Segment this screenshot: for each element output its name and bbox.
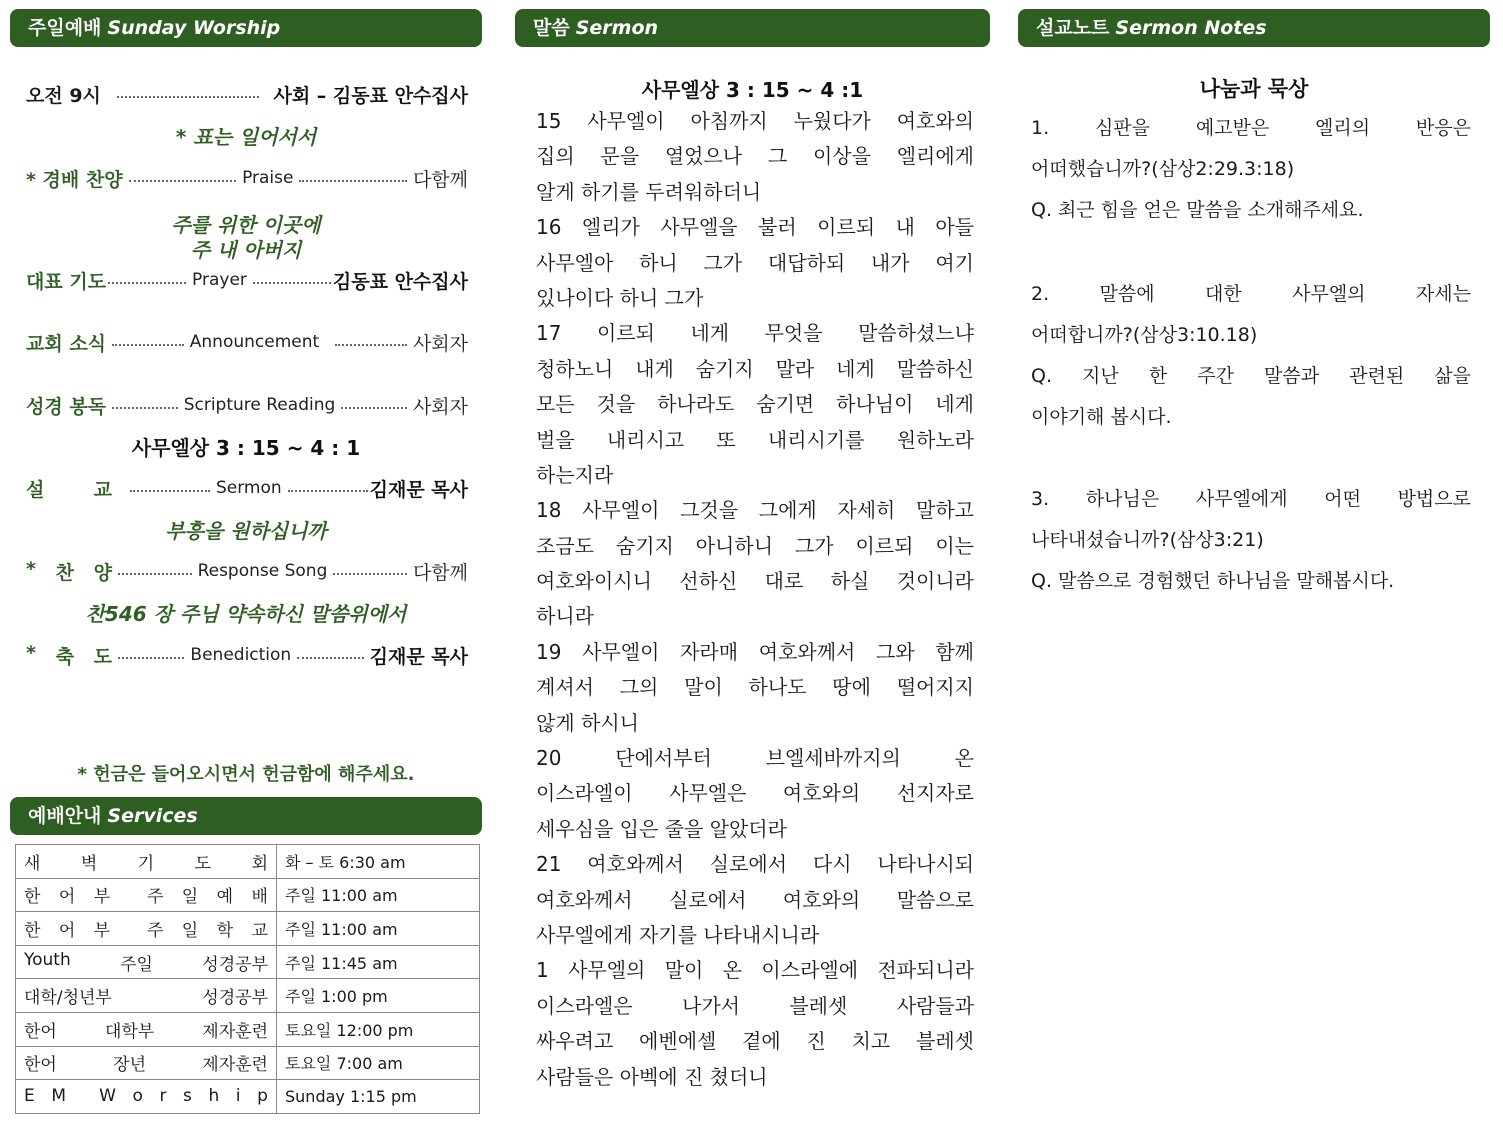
table-row — [16, 1046, 480, 1080]
sermon-title: 부흥을 원하십니까 — [165, 519, 327, 543]
offering-note: * 헌금은 들어오시면서 헌금함에 해주세요. — [77, 764, 415, 785]
scripture-line: 16 엘리가 사무엘을 불러 이르되 내 아들 — [536, 215, 974, 240]
notes-title: 나눔과 묵상 — [1199, 77, 1309, 101]
service-name-part: Youth — [24, 949, 71, 970]
order-time-row — [26, 79, 468, 109]
scripture-line: 청하노니 내게 숨기지 말라 네게 말씀하신 — [536, 356, 974, 381]
order-prayer-row — [26, 265, 468, 295]
notes-header-ko: 설교노트 — [1036, 17, 1110, 39]
leader-dots — [118, 573, 192, 575]
prayer-label: 대표 기도 — [26, 270, 107, 293]
question-3 — [1031, 479, 1471, 602]
order-scripture-row — [26, 390, 468, 420]
leader-dots — [117, 96, 260, 98]
leader-dots — [129, 180, 236, 182]
leader-dots — [299, 180, 406, 182]
benediction-label-char: 도 — [93, 645, 112, 668]
sermon-label-char: 교 — [93, 478, 112, 501]
service-name — [16, 912, 277, 946]
service-name — [16, 1080, 277, 1114]
sermon-who: 김재문 목사 — [369, 478, 469, 501]
order-response-row — [26, 556, 468, 586]
service-time: 주일 1:00 pm — [277, 979, 480, 1013]
leader-dots — [112, 344, 184, 346]
service-name-part: 회 — [251, 853, 268, 874]
scripture-who: 사회자 — [412, 395, 469, 418]
scripture-line: 사무엘에게 자기를 나타내시니라 — [536, 922, 820, 947]
leader-dots — [288, 490, 368, 492]
scripture-line: 18 사무엘이 그것을 그에게 자세히 말하고 — [536, 498, 974, 523]
service-name-part: 제자훈련 — [202, 1055, 268, 1076]
prayer-who: 김동표 안수집사 — [332, 270, 468, 293]
scripture-line: 않게 하시니 — [536, 710, 639, 735]
leader-dots — [297, 657, 363, 659]
service-name-part: 부 — [93, 920, 111, 941]
service-name-part: 성경공부 — [202, 954, 268, 975]
question-2 — [1031, 274, 1471, 438]
sermon-header-ko: 말씀 — [533, 17, 570, 39]
order-benediction-row — [26, 640, 468, 670]
scripture-line: 사무엘아 하니 그가 대답하되 내가 여기 — [536, 250, 974, 275]
services-table — [15, 844, 480, 1114]
sermon-header — [515, 9, 990, 47]
order-praise-row — [26, 163, 468, 193]
prayer-en: Prayer — [192, 270, 247, 290]
service-name-part: 대학/청년부 — [24, 988, 112, 1009]
scripture-line: 있나이다 하니 그가 — [536, 285, 704, 310]
question-line: 어떠했습니까?(삼상2:29.3:18) — [1031, 158, 1295, 180]
question-line: 나타내셨습니까?(삼상3:21) — [1031, 529, 1264, 551]
table-row — [16, 912, 480, 946]
leader-dots — [118, 657, 184, 659]
service-name — [16, 979, 277, 1013]
scripture-line: 모든 것을 하나라도 숨기면 하나님이 네게 — [536, 392, 974, 417]
service-time: 화 – 토 6:30 am — [277, 845, 480, 879]
service-name-spread — [24, 1050, 268, 1075]
sermon-label-char: 설 — [26, 478, 45, 501]
notes-header — [1018, 9, 1490, 47]
service-time: 주일 11:00 am — [277, 912, 480, 946]
scripture-line: 집의 문을 열었으나 그 이상을 엘리에게 — [536, 144, 974, 169]
question-line: Q. 지난 한 주간 말씀과 관련된 삶을 — [1031, 365, 1471, 387]
table-row — [16, 878, 480, 912]
services-header — [10, 797, 482, 835]
service-name-part: 주 — [146, 887, 164, 908]
service-name — [16, 1012, 277, 1046]
service-name-part: 일 — [181, 920, 199, 941]
announcement-en: Announcement — [189, 332, 320, 352]
service-name-part: 부 — [93, 887, 111, 908]
sermon-en: Sermon — [215, 478, 282, 498]
service-name-part: W — [99, 1086, 116, 1107]
service-name-part: s — [183, 1086, 192, 1107]
service-name-part: o — [132, 1086, 143, 1107]
service-name-spread — [24, 882, 268, 907]
service-name-spread — [24, 983, 268, 1008]
service-name-spread — [24, 1086, 268, 1106]
leader-dots — [335, 344, 407, 346]
service-name-part: 예 — [216, 887, 234, 908]
sermon-label — [26, 475, 112, 502]
scripture-line: 하는지라 — [536, 462, 614, 487]
sermon-column — [515, 0, 990, 1128]
leader-dots — [108, 282, 186, 284]
scripture-line: 여호와이시니 선하신 대로 하실 것이니라 — [536, 569, 974, 594]
scripture-line: 이스라엘은 나가서 블레셋 사람들과 — [536, 993, 974, 1018]
service-name-part: 교 — [251, 920, 268, 941]
scripture-line: 17 이르되 네게 무엇을 말씀하셨느냐 — [536, 321, 974, 346]
scripture-line: 19 사무엘이 자라매 여호와께서 그와 함께 — [536, 639, 974, 664]
scripture-reference: 사무엘상 3 : 15 ~ 4 : 1 — [131, 436, 361, 460]
leader-dots — [112, 407, 178, 409]
service-name-part: 주 — [146, 920, 164, 941]
order-sermon-row — [26, 473, 468, 503]
scripture-line: 계셔서 그의 말이 하나도 땅에 떨어지지 — [536, 675, 974, 700]
scripture-line: 벌을 내리시고 또 내리시기를 원하노라 — [536, 427, 974, 452]
service-name-part: 주일 — [120, 954, 153, 975]
service-name — [16, 845, 277, 879]
service-name-spread — [24, 950, 268, 975]
table-row — [16, 979, 480, 1013]
table-row — [16, 845, 480, 879]
table-row — [16, 945, 480, 979]
service-time: 오전 9시 — [26, 84, 101, 107]
scripture-line: 조금도 숨기지 아니하니 그가 이르되 이는 — [536, 533, 974, 558]
praise-song-2: 주 내 아버지 — [190, 238, 302, 262]
response-label — [26, 558, 112, 585]
scripture-line: 사람들은 아벡에 진 쳤더니 — [536, 1064, 768, 1089]
service-time: 토요일 12:00 pm — [277, 1012, 480, 1046]
service-time: 주일 11:00 am — [277, 878, 480, 912]
service-name-part: M — [51, 1086, 66, 1107]
presider: 사회 – 김동표 안수집사 — [273, 84, 468, 107]
question-line: 어떠합니까?(삼상3:10.18) — [1031, 324, 1258, 346]
scripture-line: 싸우려고 에벤에셀 곁에 진 치고 블레셋 — [536, 1029, 974, 1054]
service-name-part: 어 — [58, 920, 76, 941]
service-name — [16, 1046, 277, 1080]
service-name — [16, 878, 277, 912]
service-time: 토요일 7:00 am — [277, 1046, 480, 1080]
benediction-label — [26, 642, 112, 669]
service-name-part: E — [24, 1086, 35, 1107]
service-name-part: r — [159, 1086, 167, 1107]
service-name-part: 기 — [137, 853, 155, 874]
scripture-line: 세우심을 입은 줄을 알았더라 — [536, 816, 787, 841]
response-who: 다함께 — [412, 561, 468, 584]
service-name-part: 한 — [24, 920, 41, 941]
scripture-line: 여호와께서 실로에서 여호와의 말씀으로 — [536, 887, 974, 912]
worship-column — [10, 0, 482, 1128]
worship-header-en: Sunday Worship — [107, 17, 281, 39]
stand-note: * 표는 일어서서 — [175, 125, 317, 149]
response-label-char: 찬 — [55, 561, 74, 584]
praise-song-1: 주를 위한 이곳에 — [171, 213, 321, 237]
question-line: 3. 하나님은 사무엘에게 어떤 방법으로 — [1031, 488, 1471, 510]
service-time: 주일 11:45 am — [277, 945, 480, 979]
service-name-spread — [24, 849, 268, 874]
service-name-part: 새 — [24, 853, 41, 874]
worship-header-ko: 주일예배 — [28, 17, 102, 39]
table-row — [16, 1012, 480, 1046]
question-line: Q. 말씀으로 경험했던 하나님을 말해봅시다. — [1031, 570, 1395, 592]
service-name-spread — [24, 1017, 268, 1042]
scripture-en: Scripture Reading — [183, 395, 336, 415]
question-line: Q. 최근 힘을 얻은 말씀을 소개해주세요. — [1031, 199, 1364, 221]
response-en: Response Song — [197, 561, 328, 581]
praise-label: * 경배 찬양 — [26, 168, 123, 191]
question-line: 1. 심판을 예고받은 엘리의 반응은 — [1031, 117, 1471, 139]
worship-header — [10, 9, 482, 47]
benediction-who: 김재문 목사 — [369, 645, 469, 668]
service-name-part: 한 — [24, 887, 41, 908]
scripture-text — [536, 104, 974, 1095]
service-name-part: 어 — [58, 887, 76, 908]
question-line: 이야기해 봅시다. — [1031, 406, 1172, 428]
service-name-part: h — [208, 1086, 220, 1107]
scripture-line: 15 사무엘이 아침까지 누웠다가 여호와의 — [536, 109, 974, 133]
service-name — [16, 945, 277, 979]
star-mark: * — [26, 641, 36, 664]
order-announcement-row — [26, 327, 468, 357]
service-name-part: 제자훈련 — [202, 1021, 268, 1042]
star-mark: * — [26, 557, 36, 580]
service-name-part: 한어 — [24, 1055, 57, 1076]
scripture-line: 알게 하기를 두려워하더니 — [536, 179, 762, 204]
announcement-who: 사회자 — [412, 332, 468, 355]
benediction-en: Benediction — [190, 645, 292, 665]
scripture-line: 1 사무엘의 말이 온 이스라엘에 전파되니라 — [536, 958, 974, 983]
praise-en: Praise — [242, 168, 294, 188]
response-label-char: 양 — [93, 561, 112, 584]
services-header-en: Services — [107, 805, 198, 827]
question-line: 2. 말씀에 대한 사무엘의 자세는 — [1031, 283, 1471, 305]
benediction-label-char: 축 — [55, 645, 74, 668]
service-name-part: 대학부 — [104, 1021, 155, 1042]
services-header-ko: 예배안내 — [28, 805, 102, 827]
scripture-label: 성경 봉독 — [26, 395, 107, 418]
service-name-part: p — [257, 1086, 268, 1107]
scripture-line: 21 여호와께서 실로에서 다시 나타나시되 — [536, 852, 974, 877]
sermon-header-en: Sermon — [575, 17, 659, 39]
hymn-title: 찬546 장 주님 약속하신 말씀위에서 — [85, 602, 407, 626]
service-name-part: 성경공부 — [202, 988, 268, 1009]
notes-column — [1018, 0, 1490, 1128]
service-name-part: 학 — [216, 920, 234, 941]
service-name-part: 벽 — [80, 853, 98, 874]
scripture-line: 하니라 — [536, 604, 594, 629]
service-name-part: 장년 — [113, 1055, 146, 1076]
notes-header-en: Sermon Notes — [1115, 17, 1267, 39]
praise-who: 다함께 — [412, 168, 468, 191]
service-name-part: 한어 — [24, 1021, 57, 1042]
scripture-line: 이스라엘이 사무엘은 여호와의 선지자로 — [536, 781, 974, 806]
service-name-spread — [24, 916, 268, 941]
service-name-part: 배 — [251, 887, 268, 908]
leader-dots — [130, 490, 210, 492]
service-time: Sunday 1:15 pm — [277, 1080, 480, 1114]
leader-dots — [341, 407, 407, 409]
leader-dots — [253, 282, 331, 284]
table-row — [16, 1080, 480, 1114]
scripture-line: 20 단에서부터 브엘세바까지의 온 — [536, 746, 974, 771]
service-name-part: i — [235, 1086, 241, 1107]
service-name-part: 일 — [181, 887, 199, 908]
service-name-part: 도 — [194, 853, 212, 874]
question-1 — [1031, 108, 1471, 231]
sermon-reference: 사무엘상 3 : 15 ~ 4 :1 — [641, 78, 864, 102]
announcement-label: 교회 소식 — [26, 332, 107, 355]
leader-dots — [333, 573, 407, 575]
